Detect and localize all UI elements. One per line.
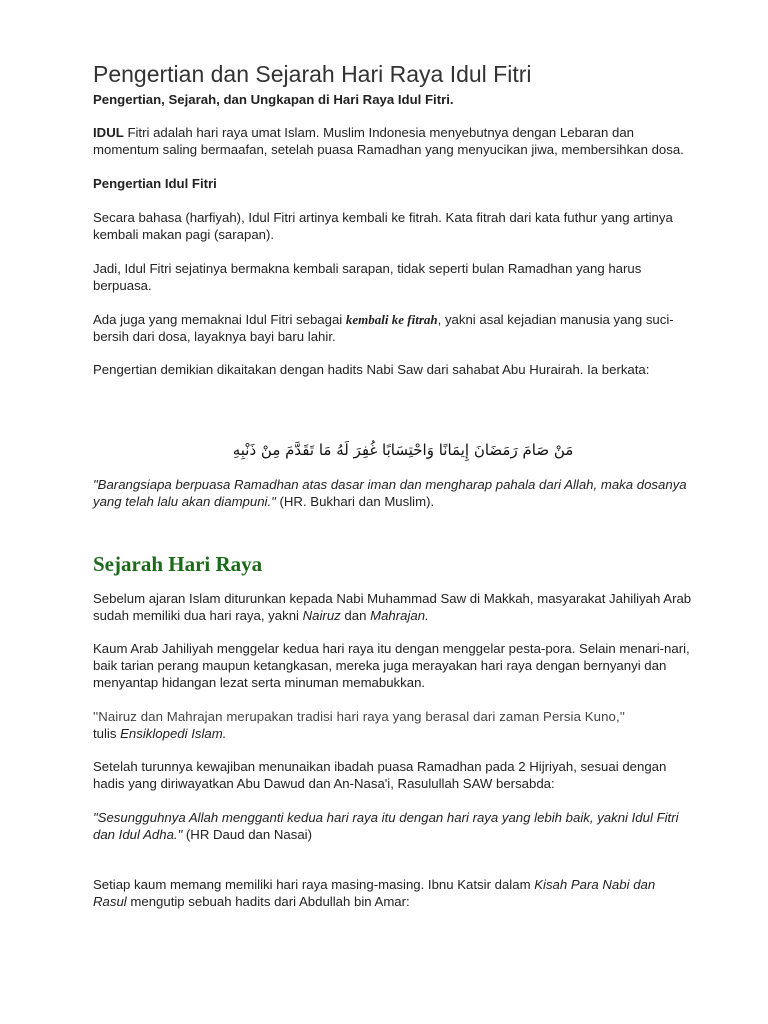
- paragraph-text: tulis: [93, 726, 121, 741]
- paragraph-text: mengutip sebuah hadits dari Abdullah bin Amar:: [126, 894, 410, 909]
- paragraph-jahiliyah: [93, 590, 713, 624]
- paragraph-harfiyah: [93, 209, 713, 243]
- paragraph-line: Secara bahasa (harfiyah), Idul Fitri artinya kembali ke fitrah. Kata fitrah dari kata futhur yang artinya: [93, 210, 673, 225]
- paragraph-line: hadis yang diriwayatkan Abu Dawud dan An-Nasa'i, Rasulullah SAW bersabda:: [93, 776, 555, 791]
- paragraph-line: baik tarian perang maupun ketangkasan, mereka juga merayakan hari raya dengan bernyanyi dan: [93, 658, 667, 673]
- intro-line-1: Fitri adalah hari raya umat Islam. Muslim Indonesia menyebutnya dengan Lebaran dan: [123, 125, 634, 140]
- paragraph-pesta: [93, 640, 713, 691]
- paragraph-line: Setelah turunnya kewajiban menunaikan ibadah puasa Ramadhan pada 2 Hijriyah, sesuai dengan: [93, 759, 667, 774]
- emphasis-text: Rasul: [93, 894, 127, 909]
- intro-line-2: momentum saling bermaafan, setelah puasa Ramadhan yang menyucikan jiwa, membersihkan dosa.: [93, 142, 684, 157]
- quote-line: "Barangsiapa berpuasa Ramadhan atas dasar iman dan mengharap pahala dari Allah, maka dosanya: [93, 477, 687, 492]
- paragraph-line: Sebelum ajaran Islam diturunkan kepada Nabi Muhammad Saw di Makkah, masyarakat Jahiliyah Arab: [93, 591, 692, 606]
- heading-pengertian: Pengertian Idul Fitri: [93, 176, 217, 191]
- intro-paragraph: [93, 124, 713, 158]
- arabic-hadith: مَنْ صَامَ رَمَضَانَ إِيمَانًا وَاحْتِسَابًا غُفِرَ لَهُ مَا تَقَدَّمَ مِنْ ذَنْبِهِ: [232, 441, 574, 459]
- paragraph-line: Kaum Arab Jahiliyah menggelar kedua hari raya itu dengan menggelar pesta-pora. Selain menari-nari,: [93, 641, 690, 656]
- emphasis-text: Mahrajan.: [370, 608, 429, 623]
- paragraph-ibnu-katsir: [93, 876, 713, 910]
- paragraph-persia: [93, 708, 713, 742]
- paragraph-hijriyah: [93, 758, 713, 792]
- page-title: Pengertian dan Sejarah Hari Raya Idul Fitri: [93, 61, 532, 87]
- paragraph-text: sudah memiliki dua hari raya, yakni: [93, 608, 303, 623]
- hadith-quote-2: [93, 809, 713, 843]
- paragraph-hadits-intro: Pengertian demikian dikaitakan dengan hadits Nabi Saw dari sahabat Abu Hurairah. Ia berkata:: [93, 362, 650, 377]
- paragraph-text: dan: [340, 608, 371, 623]
- subtitle: Pengertian, Sejarah, dan Ungkapan di Hari Raya Idul Fitri.: [93, 92, 454, 107]
- paragraph-fitrah: [93, 311, 713, 345]
- quote-source: (HR. Bukhari dan Muslim).: [275, 494, 435, 509]
- quote-line: yang telah lalu akan diampuni.": [93, 494, 276, 509]
- paragraph-line: kembali makan pagi (sarapan).: [93, 227, 275, 242]
- paragraph-line: berpuasa.: [93, 278, 152, 293]
- emphasis-text: Nairuz: [302, 608, 341, 623]
- quote-line: "Sesungguhnya Allah mengganti kedua hari raya itu dengan hari raya yang lebih baik, yakni Idul Fitri: [93, 810, 679, 825]
- paragraph-text: , yakni asal kejadian manusia yang suci-: [437, 312, 674, 327]
- paragraph-line: Jadi, Idul Fitri sejatinya bermakna kembali sarapan, tidak seperti bulan Ramadhan yang harus: [93, 261, 642, 276]
- quote-source: (HR Daud dan Nasai): [182, 827, 312, 842]
- paragraph-text: Ada juga yang memaknai Idul Fitri sebagai: [93, 312, 346, 327]
- paragraph-line: bersih dari dosa, layaknya bayi baru lahir.: [93, 329, 336, 344]
- emphasis-text: Kisah Para Nabi dan: [534, 877, 656, 892]
- paragraph-line: menyantap hidangan lezat serta minuman memabukkan.: [93, 675, 426, 690]
- paragraph-sarapan: [93, 260, 713, 294]
- quote-line: dan Idul Adha.": [93, 827, 183, 842]
- emphasis-text: kembali ke fitrah: [345, 312, 438, 327]
- heading-sejarah: Sejarah Hari Raya: [93, 552, 263, 576]
- paragraph-text: Setiap kaum memang memiliki hari raya masing-masing. Ibnu Katsir dalam: [93, 877, 535, 892]
- paragraph-line: ''Nairuz dan Mahrajan merupakan tradisi hari raya yang berasal dari zaman Persia Kuno,'': [93, 709, 625, 724]
- emphasis-text: Ensiklopedi Islam.: [120, 726, 227, 741]
- intro-lead: IDUL: [93, 125, 124, 140]
- hadith-translation: [93, 476, 713, 510]
